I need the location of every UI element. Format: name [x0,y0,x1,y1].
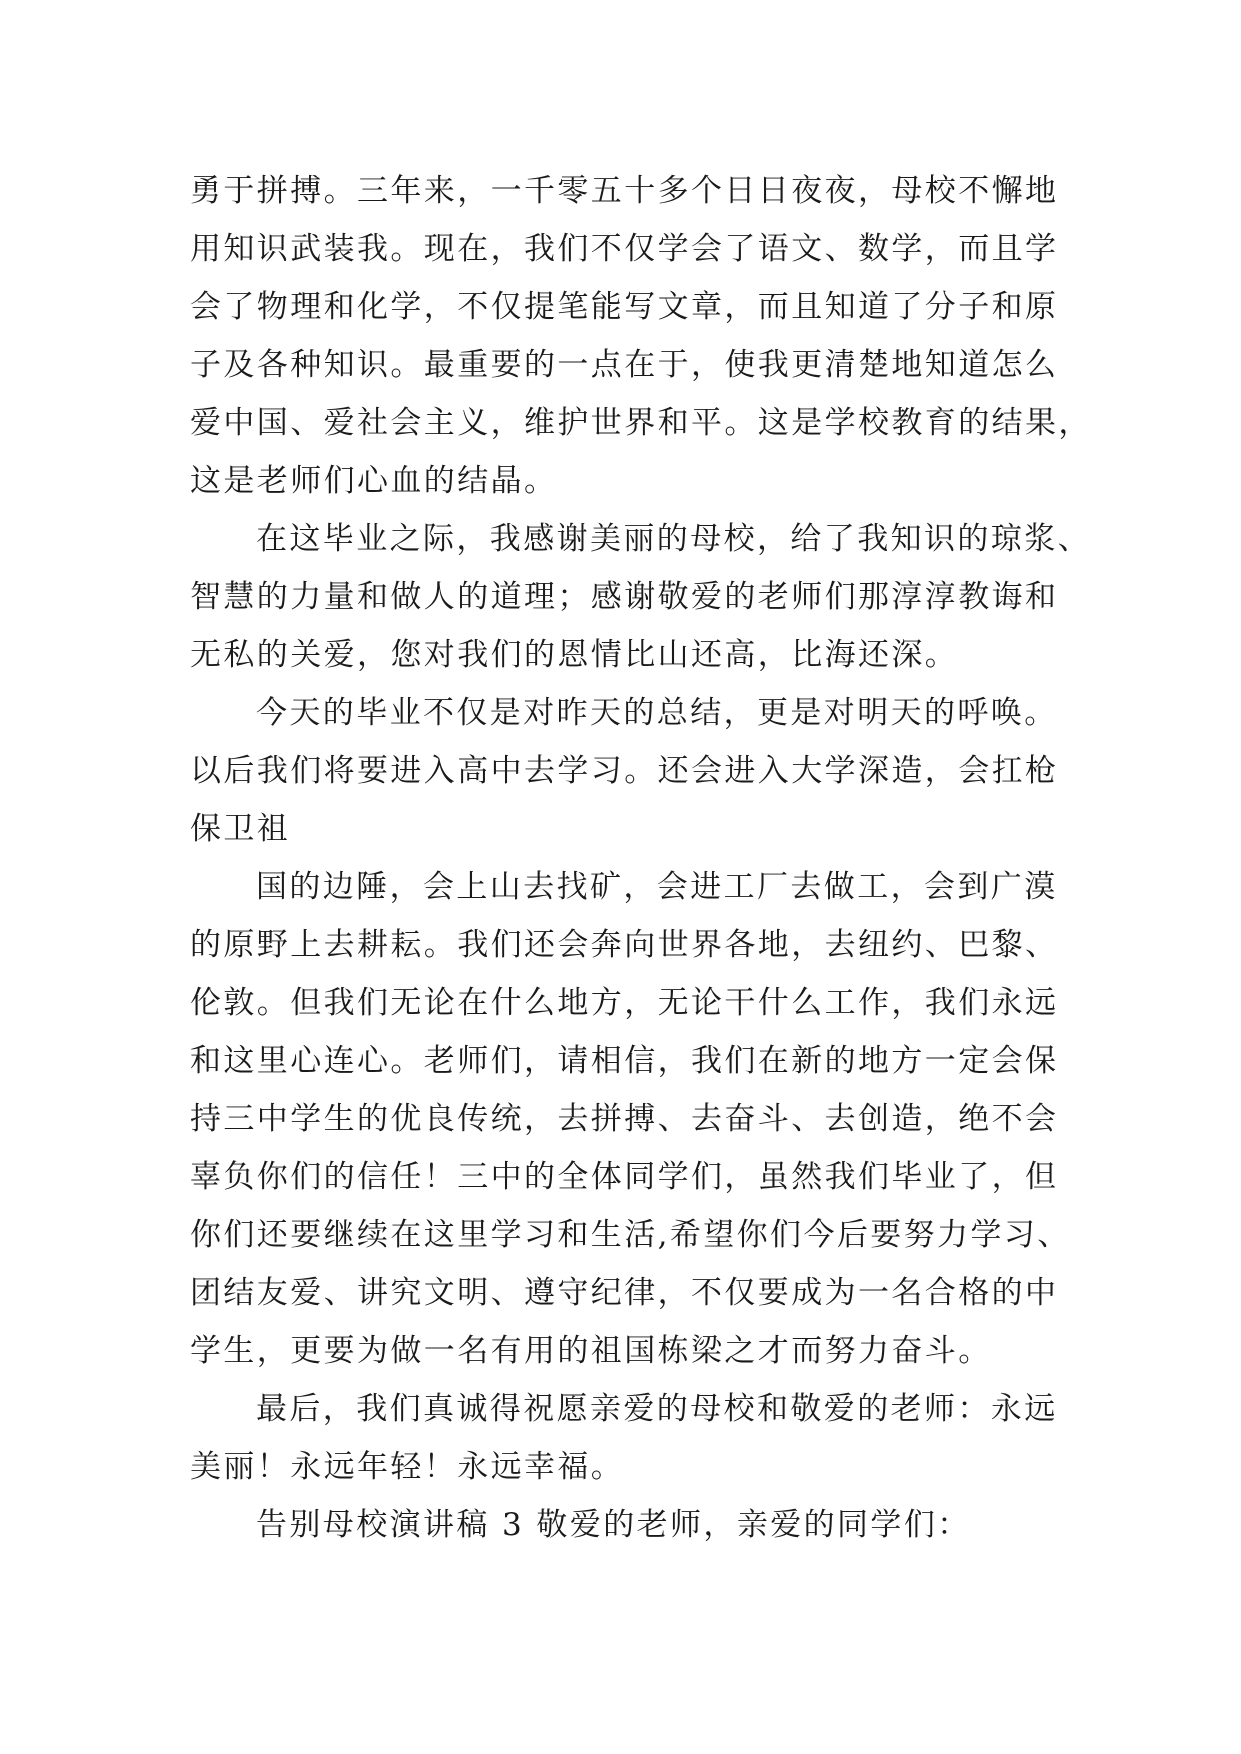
text-line: 你们还要继续在这里学习和生活,希望你们今后要努力学习、 [190,1217,1071,1253]
text-line: 团结友爱、讲究文明、遵守纪律，不仅要成为一名合格的中 [190,1275,1059,1311]
text-line: 辜负你们的信任！三中的全体同学们，虽然我们毕业了，但 [190,1159,1059,1195]
text-line: 最后，我们真诚得祝愿亲爱的母校和敬爱的老师：永远 [256,1391,1058,1427]
text-line: 伦敦。但我们无论在什么地方，无论干什么工作，我们永远 [190,985,1059,1021]
text-line: 智慧的力量和做人的道理；感谢敬爱的老师们那淳淳教诲和 [190,579,1059,615]
text-line: 爱中国、爱社会主义，维护世界和平。这是学校教育的结果， [190,405,1092,441]
text-line: 以后我们将要进入高中去学习。还会进入大学深造，会扛枪 [190,753,1059,789]
text-line: 的原野上去耕耘。我们还会奔向世界各地，去纽约、巴黎、 [190,927,1059,963]
text-line: 持三中学生的优良传统，去拼搏、去奋斗、去创造，绝不会 [190,1101,1059,1137]
text-line: 今天的毕业不仅是对昨天的总结，更是对明天的呼唤。 [256,695,1058,731]
text-line: 保卫祖 [190,811,291,847]
text-line: 这是老师们心血的结晶。 [190,463,558,499]
text-line: 告别母校演讲稿 3 敬爱的老师，亲爱的同学们： [256,1507,971,1543]
text-line: 在这毕业之际，我感谢美丽的母校，给了我知识的琼浆、 [256,521,1091,557]
text-line: 会了物理和化学，不仅提笔能写文章，而且知道了分子和原 [190,289,1059,325]
text-line: 学生，更要为做一名有用的祖国栋梁之才而努力奋斗。 [190,1333,992,1369]
text-line: 美丽！永远年轻！永远幸福。 [190,1449,625,1485]
body-text [190,162,1092,1554]
text-line: 用知识武装我。现在，我们不仅学会了语文、数学，而且学 [190,231,1059,267]
text-line: 子及各种知识。最重要的一点在于，使我更清楚地知道怎么 [190,347,1059,383]
text-line: 国的边陲，会上山去找矿，会进工厂去做工，会到广漠 [256,869,1058,905]
text-line: 无私的关爱，您对我们的恩情比山还高，比海还深。 [190,637,959,673]
text-line: 和这里心连心。老师们，请相信，我们在新的地方一定会保 [190,1043,1059,1079]
text-line: 勇于拼搏。三年来，一千零五十多个日日夜夜，母校不懈地 [190,173,1059,209]
